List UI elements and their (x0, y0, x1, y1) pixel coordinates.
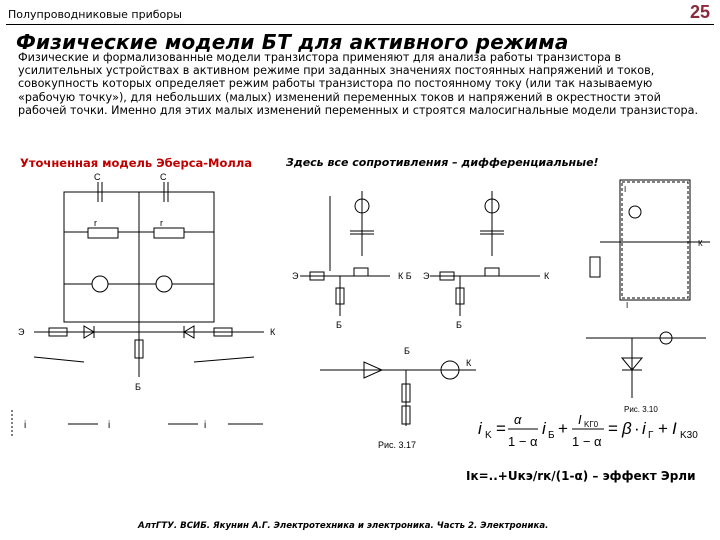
svg-text:К: К (466, 358, 472, 368)
svg-text:Б: Б (336, 320, 342, 330)
svg-text:β: β (622, 419, 632, 438)
intro-paragraph: Физические и формализованные модели транзистора применяют для анализа работы транзистора в усилительных устройствах в активном режиме при заданных значениях постоянных напряжений и токов, совокупность которых определяет режим работы транзистора по постоянному току (или так называемую «рабочую точку»), для небольших (малых) изменений переменных токов и напряжений в окрестности этой рабочей точки. Именно для этих малых изменений переменных и строятся малосигнальные модели транзистора. (18, 51, 699, 117)
svg-text:1 − α: 1 − α (508, 434, 538, 449)
svg-text:KГ0: KГ0 (584, 420, 599, 429)
ebers-moll-circuit-diagram (14, 172, 284, 394)
svg-text:+: + (558, 419, 568, 438)
svg-text:K30: K30 (680, 430, 698, 441)
svg-text:I: I (578, 412, 582, 427)
svg-text:К: К (698, 239, 703, 248)
svg-text:r: r (94, 218, 97, 228)
svg-text:I: I (672, 419, 677, 438)
header-subtitle: Полупроводниковые приборы (8, 8, 182, 21)
differential-note: Здесь все сопротивления – дифференциальные! (286, 156, 599, 169)
figure-caption: Рис. 3.17 (378, 440, 417, 450)
svg-text:=: = (608, 419, 618, 438)
svg-text:К: К (270, 327, 276, 337)
figure-caption-small: Рис. 3.10 (624, 405, 658, 414)
svg-text:Э: Э (423, 271, 430, 281)
svg-text:Г: Г (648, 430, 654, 441)
svg-text:i: i (24, 420, 27, 431)
svg-text:K: K (485, 430, 492, 441)
collector-current-formula (476, 404, 716, 454)
svg-text:i: i (108, 420, 111, 431)
diode-circuit-diagram (576, 318, 714, 414)
svg-text:i: i (642, 419, 646, 438)
svg-text:C: C (94, 172, 101, 182)
early-effect-formula: Iк=..+Uкэ/rк/(1-α) – эффект Эрли (466, 469, 696, 483)
svg-text:Э: Э (18, 327, 25, 337)
svg-text:+: + (658, 419, 668, 438)
svg-text:I: I (626, 301, 629, 310)
ebers-moll-label: Уточненная модель Эберса-Молла (20, 156, 252, 170)
slide-footer: АлтГТУ. ВСИБ. Якунин А.Г. Электротехника и электроника. Часть 2. Электроника. (138, 521, 549, 531)
svg-text:1 − α: 1 − α (572, 434, 602, 449)
svg-text:К Б: К Б (398, 271, 412, 281)
svg-text:I: I (624, 185, 627, 194)
output-characteristic-diagram (560, 172, 714, 312)
page-number: 25 (689, 2, 710, 22)
slide-header (6, 2, 714, 25)
svg-text:К: К (544, 271, 550, 281)
amplifier-model-diagram (300, 336, 476, 454)
svg-text:i: i (542, 419, 546, 438)
svg-text:=: = (496, 419, 506, 438)
svg-text:Б: Б (456, 320, 462, 330)
svg-text:i: i (478, 419, 482, 438)
equivalent-formula-strip (8, 404, 278, 442)
svg-text:α: α (514, 412, 522, 427)
slide-title: Физические модели БТ для активного режима (16, 30, 569, 54)
svg-text:i: i (204, 420, 207, 431)
svg-text:Б: Б (548, 430, 555, 441)
svg-text:Б: Б (135, 382, 141, 392)
svg-text:r: r (160, 218, 163, 228)
svg-text:Э: Э (292, 271, 299, 281)
svg-text:C: C (160, 172, 167, 182)
small-signal-models-diagram (290, 176, 552, 332)
svg-text:Б: Б (404, 346, 410, 356)
svg-text:·: · (634, 419, 640, 438)
